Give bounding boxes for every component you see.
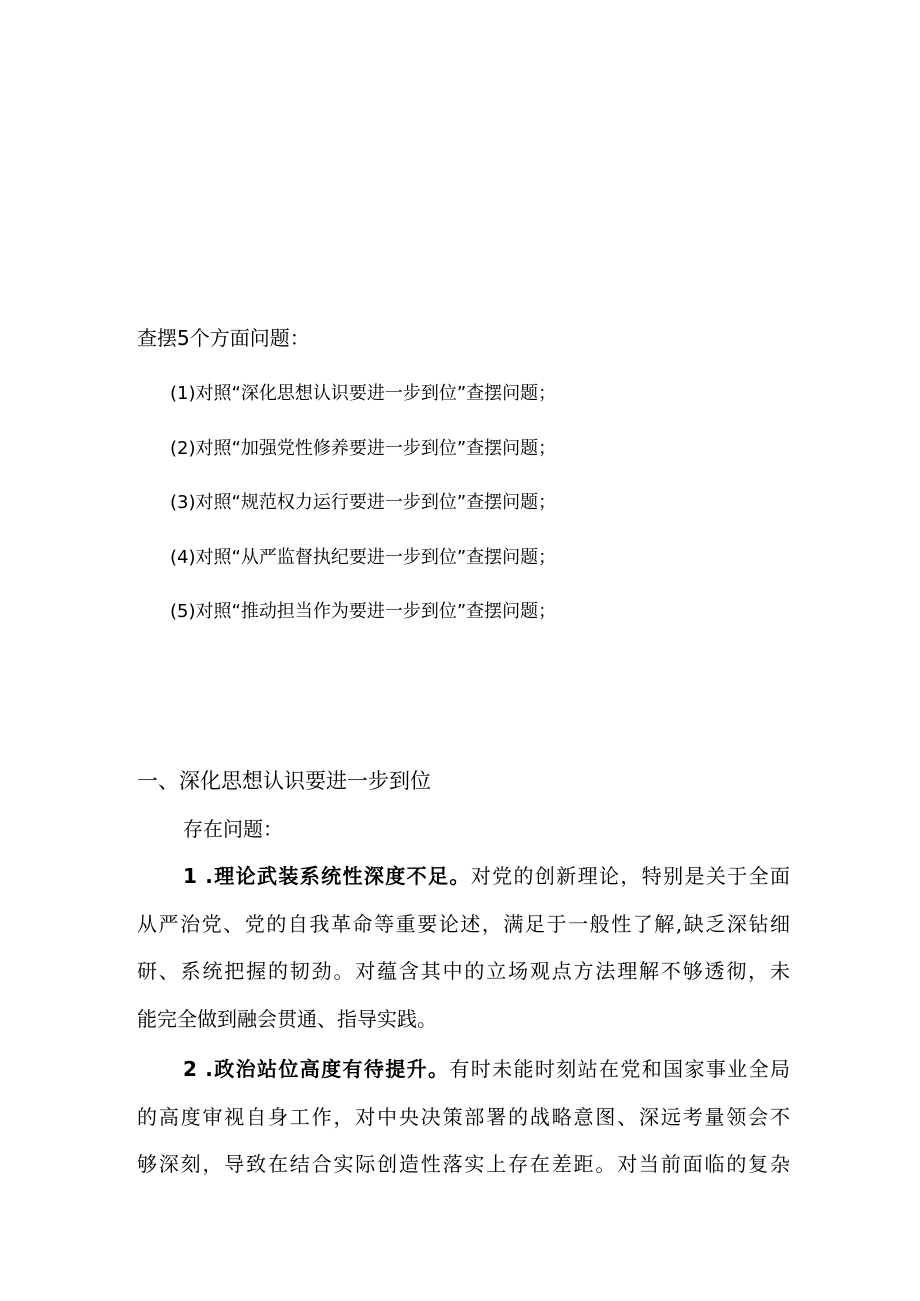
paragraph-line bbox=[137, 1046, 790, 1094]
paragraph-line bbox=[137, 853, 790, 901]
intro-item-2: (2)对照“加强党性修养要进一步到位”查摆问题； bbox=[170, 437, 557, 459]
paragraph-lead: 1 .理论武装系统性深度不足。 bbox=[183, 864, 471, 888]
paragraph-line: 的高度审视自身工作，对中央决策部署的战略意图、深远考量领会不 bbox=[137, 1104, 790, 1129]
section-body bbox=[137, 853, 790, 1192]
paragraph-line: 能完全做到融会贯通、指导实践。 bbox=[137, 1006, 437, 1031]
paragraph-1 bbox=[137, 853, 790, 1043]
paragraph-text: 有时未能时刻站在党和国家事业全局 bbox=[449, 1057, 790, 1081]
intro-list bbox=[170, 367, 556, 640]
intro-item-5: (5)对照“推动担当作为要进一步到位”查摆问题； bbox=[170, 601, 557, 622]
paragraph-lead: 2 .政治站位高度有待提升。 bbox=[183, 1057, 450, 1081]
intro-item-1: (1)对照“深化思想认识要进一步到位”查摆问题； bbox=[170, 383, 557, 404]
paragraph-2 bbox=[137, 1046, 790, 1189]
intro-heading: 查摆5个方面问题： bbox=[137, 326, 310, 350]
paragraph-text: 对党的创新理论，特别是关于全面 bbox=[470, 864, 790, 888]
section-subheading: 存在问题： bbox=[183, 817, 283, 841]
intro-item-4: (4)对照“从严监督执纪要进一步到位”查摆问题； bbox=[170, 546, 557, 568]
paragraph-line: 够深刻，导致在结合实际创造性落实上存在差距。对当前面临的复杂 bbox=[137, 1152, 790, 1176]
paragraph-line: 从严治党、党的自我革命等重要论述，满足于一般性了解,缺乏深钻细 bbox=[137, 911, 790, 936]
section-title: 一、深化思想认识要进一步到位 bbox=[137, 769, 431, 793]
intro-item-3: (3)对照“规范权力运行要进一步到位”查摆问题； bbox=[170, 492, 557, 513]
paragraph-line: 研、系统把握的韧劲。对蕴含其中的立场观点方法理解不够透彻，未 bbox=[137, 959, 790, 983]
